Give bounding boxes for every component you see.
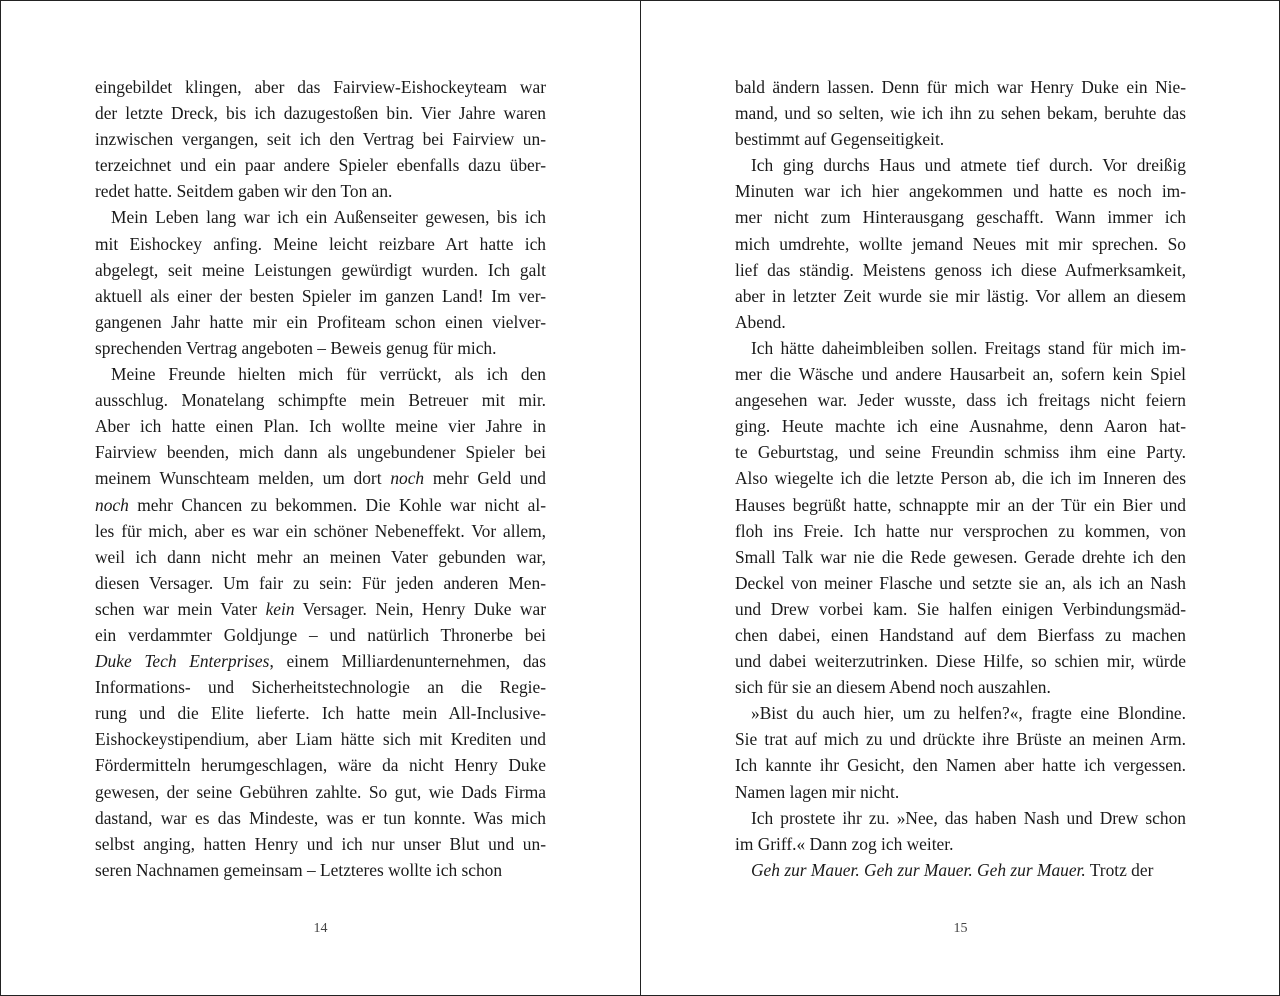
text-line: sich für sie an diesem Abend noch auszahlen. (735, 677, 1051, 698)
text-line: abgelegt, seit meine Leistungen gewürdigt wurden. Ich galt (95, 259, 546, 280)
text-line: mit Eishockey anfing. Meine leicht reizbare Art hatte ich (95, 233, 546, 254)
text-line: angesehen war. Jeder wusste, dass ich freitags nicht feiern (735, 390, 1186, 411)
text-line: mer nicht zum Hinterausgang geschafft. Wann immer ich (735, 207, 1186, 228)
text-line: Geh zur Mauer. Geh zur Mauer. Geh zur Mauer. Trotz der (751, 859, 1154, 880)
text-line: bald ändern lassen. Denn für mich war Henry Duke ein Nie- (735, 77, 1186, 97)
text-line: noch mehr Chancen zu bekommen. Die Kohle war nicht al- (95, 494, 546, 515)
text-line: Ich kannte ihr Gesicht, den Namen aber hatte ich vergessen. (735, 755, 1186, 776)
text-line: mich umdrehte, wollte jemand Neues mit mir sprechen. So (735, 233, 1186, 254)
page-number-right: 15 (953, 921, 968, 936)
text-line: Hauses begrüßt hatte, schnappte mir an der Tür ein Bier und (735, 494, 1186, 515)
right-page-text (735, 74, 1186, 883)
text-line: »Bist du auch hier, um zu helfen?«, fragte eine Blondine. (751, 703, 1186, 724)
text-line: mer die Wäsche und andere Hausarbeit an, sofern kein Spiel (735, 364, 1186, 385)
text-line: Small Talk war nie die Rede gewesen. Gerade drehte ich den (735, 546, 1186, 567)
text-line: Sie trat auf mich zu und drückte ihre Brüste an meinen Arm. (735, 729, 1186, 750)
text-line: schen war mein Vater kein Versager. Nein, Henry Duke war (95, 598, 546, 619)
text-line: ging. Heute machte ich eine Ausnahme, denn Aaron hat- (735, 416, 1186, 437)
text-line: meinem Wunschteam melden, um dort noch mehr Geld und (95, 468, 546, 489)
text-line: te Geburtstag, und seine Freundin schmiss ihm eine Party. (735, 442, 1186, 463)
text-line: Ich ging durchs Haus und atmete tief durch. Vor dreißig (751, 155, 1186, 176)
text-line: aber in letzter Zeit wurde sie mir lästig. Vor allem an diesem (735, 285, 1186, 306)
text-line: und Drew vorbei kam. Sie halfen einigen Verbindungsmäd- (735, 598, 1186, 619)
text-line: floh ins Freie. Ich hatte nur versprochen zu kommen, von (735, 520, 1186, 541)
text-line: im Griff.« Dann zog ich weiter. (735, 833, 954, 854)
text-line: bestimmt auf Gegenseitigkeit. (735, 129, 945, 150)
text-line: redet hatte. Seitdem gaben wir den Ton an. (95, 181, 393, 202)
text-line: Fairview beenden, mich dann als ungebundener Spieler bei (95, 442, 546, 463)
text-line: Duke Tech Enterprises, einem Milliardenunternehmen, das (95, 651, 547, 672)
text-line: seren Nachnamen gemeinsam – Letzteres wollte ich schon (95, 859, 503, 880)
text-line: chen dabei, einen Handstand auf dem Bierfass zu machen (735, 624, 1186, 645)
text-line: les für mich, aber es war ein schöner Nebeneffekt. Vor allem, (95, 520, 546, 541)
right-page (641, 1, 1280, 995)
text-line: und dabei weiterzutrinken. Diese Hilfe, so schien mir, würde (735, 651, 1186, 672)
text-line: weil ich dann nicht mehr an meinen Vater gebunden war, (95, 546, 546, 567)
text-line: ein verdammter Goldjunge – und natürlich Thronerbe bei (95, 624, 546, 645)
text-line: Deckel von meiner Flasche und setzte sie an, als ich an Nash (735, 572, 1186, 593)
text-line: gewesen, der seine Gebühren zahlte. So gut, wie Dads Firma (95, 781, 546, 802)
left-page-text (95, 74, 546, 883)
text-line: Ich prostete ihr zu. »Nee, das haben Nash und Drew schon (751, 807, 1186, 828)
text-line: Meine Freunde hielten mich für verrückt, als ich den (111, 364, 546, 385)
text-line: Informations- und Sicherheitstechnologie an die Regie- (95, 677, 546, 698)
text-line: gangenen Jahr hatte mir ein Profiteam schon einen vielver- (95, 311, 546, 332)
text-line: Mein Leben lang war ich ein Außenseiter gewesen, bis ich (111, 207, 546, 228)
text-line: der letzte Dreck, bis ich dazugestoßen bin. Vier Jahre waren (95, 103, 546, 124)
text-line: mand, und so selten, wie ich ihn zu sehen bekam, beruhte das (735, 103, 1186, 124)
text-line: aktuell als einer der besten Spieler im ganzen Land! Im ver- (95, 285, 546, 306)
text-line: Also wiegelte ich die letzte Person ab, die ich im Inneren des (735, 468, 1186, 489)
text-line: Namen lagen mir nicht. (735, 781, 900, 802)
text-line: diesen Versager. Um fair zu sein: Für jeden anderen Men- (95, 572, 546, 593)
text-line: Eishockeystipendium, aber Liam hätte sich mit Krediten und (95, 729, 546, 750)
text-line: ausschlug. Monatelang schimpfte mein Betreuer mit mir. (95, 390, 546, 411)
text-line: Ich hätte daheimbleiben sollen. Freitags stand für mich im- (751, 337, 1186, 358)
page-number-left: 14 (313, 921, 328, 936)
text-line: Aber ich hatte einen Plan. Ich wollte meine vier Jahre in (95, 416, 546, 437)
text-line: Fördermitteln herumgeschlagen, wäre da nicht Henry Duke (95, 755, 546, 776)
text-line: eingebildet klingen, aber das Fairview-Eishockeyteam war (95, 77, 546, 97)
text-line: terzeichnet und ein paar andere Spieler ebenfalls dazu über- (95, 155, 546, 176)
text-line: Minuten war ich hier angekommen und hatte es noch im- (735, 181, 1186, 202)
text-line: rung und die Elite lieferte. Ich hatte mein All-Inclusive- (95, 703, 546, 724)
text-line: sprechenden Vertrag angeboten – Beweis genug für mich. (95, 337, 497, 358)
text-line: inzwischen vergangen, seit ich den Vertrag bei Fairview un- (95, 129, 546, 150)
text-line: Abend. (735, 311, 786, 332)
text-line: selbst anging, hatten Henry und ich nur unser Blut und un- (95, 833, 546, 854)
text-line: lief das ständig. Meistens genoss ich diese Aufmerksamkeit, (735, 259, 1186, 280)
text-line: dastand, war es das Mindeste, was er tun konnte. Was mich (95, 807, 546, 828)
left-page (1, 1, 640, 995)
